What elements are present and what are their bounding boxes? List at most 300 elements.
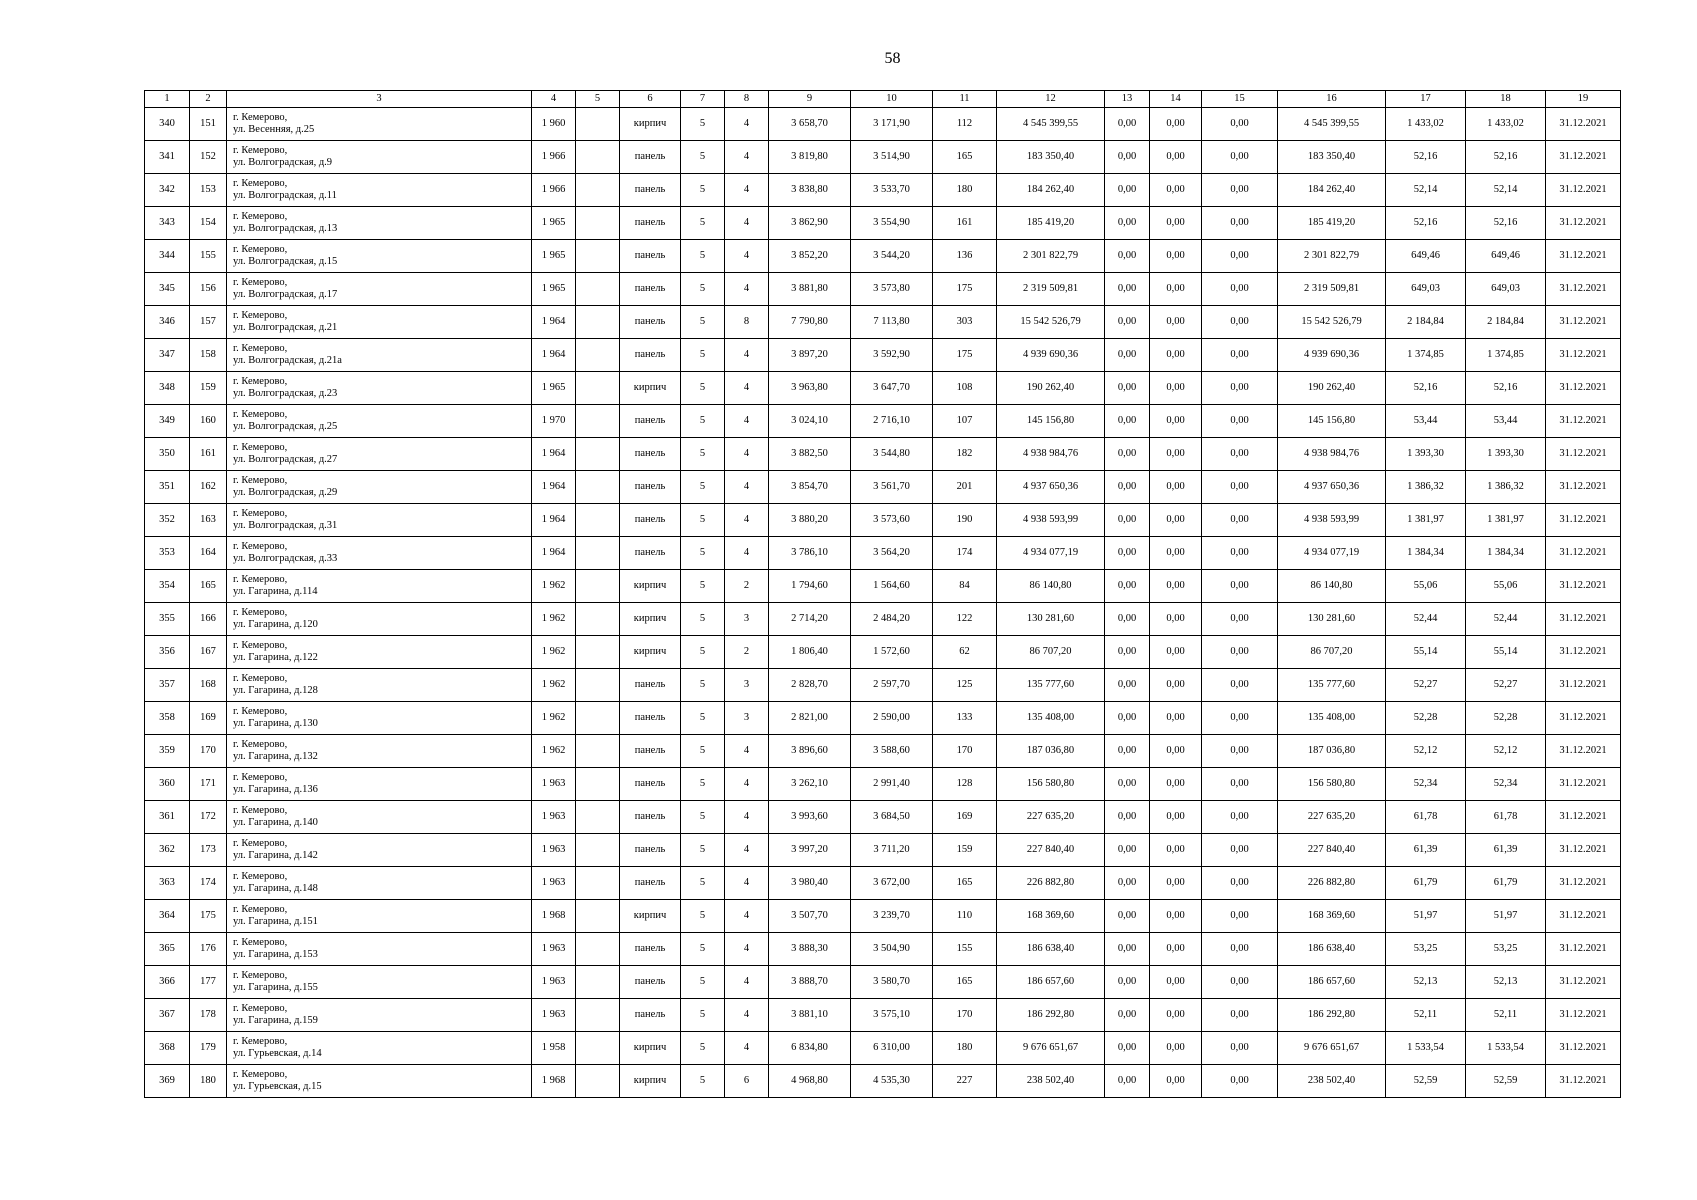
table-cell: 4 <box>725 537 769 570</box>
table-cell: 342 <box>145 174 190 207</box>
table-cell: 175 <box>933 339 997 372</box>
table-cell: 4 <box>725 438 769 471</box>
table-row <box>145 207 1621 240</box>
address-cell <box>227 240 532 273</box>
table-cell: 3 963,80 <box>769 372 851 405</box>
table-cell: 0,00 <box>1202 141 1278 174</box>
address-street: ул. Волгоградская, д.31 <box>233 520 338 531</box>
table-cell: 3 882,50 <box>769 438 851 471</box>
table-cell: 3 888,30 <box>769 933 851 966</box>
column-header: 12 <box>997 91 1105 108</box>
table-cell: 3 514,90 <box>851 141 933 174</box>
table-cell: 3 881,10 <box>769 999 851 1032</box>
table-cell: 135 408,00 <box>1278 702 1386 735</box>
table-cell: 31.12.2021 <box>1546 768 1621 801</box>
table-cell: 1 381,97 <box>1386 504 1466 537</box>
table-cell: 174 <box>190 867 227 900</box>
table-cell: 0,00 <box>1202 372 1278 405</box>
column-header: 11 <box>933 91 997 108</box>
table-cell: 1 386,32 <box>1386 471 1466 504</box>
table-cell: 3 544,80 <box>851 438 933 471</box>
table-cell: 190 262,40 <box>1278 372 1386 405</box>
table-cell: 4 968,80 <box>769 1065 851 1098</box>
table-cell: 0,00 <box>1105 1065 1150 1098</box>
table-cell: 0,00 <box>1150 570 1202 603</box>
table-cell: 357 <box>145 669 190 702</box>
table-row <box>145 801 1621 834</box>
table-cell: 1 960 <box>532 108 576 141</box>
table-row <box>145 1065 1621 1098</box>
table-cell: панель <box>620 174 681 207</box>
address-city: г. Кемерово, <box>233 376 288 387</box>
table-cell: 135 777,60 <box>997 669 1105 702</box>
table-cell: 4 <box>725 108 769 141</box>
table-cell: 5 <box>681 933 725 966</box>
table-cell: 348 <box>145 372 190 405</box>
table-cell: 0,00 <box>1202 768 1278 801</box>
table-cell: 175 <box>933 273 997 306</box>
table-cell: 0,00 <box>1202 108 1278 141</box>
table-cell: 226 882,80 <box>997 867 1105 900</box>
table-cell <box>576 372 620 405</box>
table-cell: 159 <box>190 372 227 405</box>
table-cell: панель <box>620 339 681 372</box>
table-cell: 0,00 <box>1105 735 1150 768</box>
table-cell: 2 <box>725 570 769 603</box>
table-cell: 171 <box>190 768 227 801</box>
table-cell: 1 965 <box>532 372 576 405</box>
table-cell: 366 <box>145 966 190 999</box>
table-cell: 4 <box>725 933 769 966</box>
table-cell: 52,34 <box>1466 768 1546 801</box>
table-cell: 4 <box>725 834 769 867</box>
table-cell: 4 <box>725 174 769 207</box>
table-cell: 3 838,80 <box>769 174 851 207</box>
table-cell: 173 <box>190 834 227 867</box>
table-cell: 31.12.2021 <box>1546 438 1621 471</box>
table-cell <box>576 1032 620 1065</box>
address-city: г. Кемерово, <box>233 838 288 849</box>
table-cell <box>576 900 620 933</box>
table-cell: 0,00 <box>1105 933 1150 966</box>
column-header: 17 <box>1386 91 1466 108</box>
table-cell: панель <box>620 537 681 570</box>
address-street: ул. Волгоградская, д.11 <box>233 190 337 201</box>
table-cell: 0,00 <box>1150 966 1202 999</box>
address-city: г. Кемерово, <box>233 409 288 420</box>
address-city: г. Кемерово, <box>233 904 288 915</box>
column-header: 7 <box>681 91 725 108</box>
column-header: 13 <box>1105 91 1150 108</box>
table-cell: 354 <box>145 570 190 603</box>
table-cell: панель <box>620 966 681 999</box>
table-cell: 227 635,20 <box>997 801 1105 834</box>
table-cell: 130 281,60 <box>1278 603 1386 636</box>
table-cell: 55,06 <box>1386 570 1466 603</box>
table-cell: 361 <box>145 801 190 834</box>
address-cell <box>227 141 532 174</box>
address-city: г. Кемерово, <box>233 244 288 255</box>
table-cell: 5 <box>681 174 725 207</box>
table-cell: 5 <box>681 834 725 867</box>
table-cell: 2 301 822,79 <box>1278 240 1386 273</box>
table-row <box>145 1032 1621 1065</box>
table-cell <box>576 702 620 735</box>
table-cell: 0,00 <box>1105 636 1150 669</box>
table-cell: 1 374,85 <box>1386 339 1466 372</box>
table-cell: 4 <box>725 471 769 504</box>
table-cell: 0,00 <box>1105 867 1150 900</box>
table-cell: 168 369,60 <box>997 900 1105 933</box>
table-cell <box>576 240 620 273</box>
address-street: ул. Волгоградская, д.23 <box>233 388 338 399</box>
table-cell: 356 <box>145 636 190 669</box>
page-number: 58 <box>884 50 901 67</box>
address-cell <box>227 669 532 702</box>
table-body <box>145 91 1621 1098</box>
table-cell: 0,00 <box>1105 603 1150 636</box>
table-cell: 3 897,20 <box>769 339 851 372</box>
table-cell: 5 <box>681 702 725 735</box>
table-cell: 1 963 <box>532 933 576 966</box>
column-header: 14 <box>1150 91 1202 108</box>
table-cell: 0,00 <box>1150 141 1202 174</box>
table-cell: 172 <box>190 801 227 834</box>
table-cell: 61,79 <box>1386 867 1466 900</box>
table-cell: 61,78 <box>1386 801 1466 834</box>
table-cell: 52,16 <box>1386 372 1466 405</box>
table-cell: 152 <box>190 141 227 174</box>
table-cell: 5 <box>681 801 725 834</box>
table-cell: 15 542 526,79 <box>997 306 1105 339</box>
address-street: ул. Волгоградская, д.13 <box>233 223 338 234</box>
table-cell: 3 819,80 <box>769 141 851 174</box>
table-cell: 5 <box>681 735 725 768</box>
table-cell: 170 <box>933 735 997 768</box>
table-cell: 4 <box>725 801 769 834</box>
table-cell <box>576 669 620 702</box>
table-cell: 1 384,34 <box>1386 537 1466 570</box>
table-cell: 4 545 399,55 <box>997 108 1105 141</box>
table-cell: 4 <box>725 867 769 900</box>
table-cell: 0,00 <box>1150 603 1202 636</box>
table-cell: 0,00 <box>1150 240 1202 273</box>
table-cell: 0,00 <box>1105 306 1150 339</box>
table-cell: 7 113,80 <box>851 306 933 339</box>
address-cell <box>227 273 532 306</box>
table-cell: 52,11 <box>1466 999 1546 1032</box>
table-cell: 31.12.2021 <box>1546 504 1621 537</box>
table-cell: 186 292,80 <box>1278 999 1386 1032</box>
address-street: ул. Гагарина, д.114 <box>233 586 318 597</box>
table-cell: 5 <box>681 603 725 636</box>
table-cell: 1 964 <box>532 339 576 372</box>
table-cell: 0,00 <box>1105 372 1150 405</box>
table-cell: 0,00 <box>1202 834 1278 867</box>
table-cell: 0,00 <box>1202 471 1278 504</box>
table-cell: 4 <box>725 768 769 801</box>
address-street: ул. Гагарина, д.142 <box>233 850 318 861</box>
table-cell: 135 408,00 <box>997 702 1105 735</box>
address-cell <box>227 735 532 768</box>
table-cell: 170 <box>933 999 997 1032</box>
table-cell: 1 564,60 <box>851 570 933 603</box>
table-cell: 0,00 <box>1105 141 1150 174</box>
address-city: г. Кемерово, <box>233 772 288 783</box>
table-row <box>145 570 1621 603</box>
table-cell: 0,00 <box>1202 933 1278 966</box>
table-cell: 52,16 <box>1386 207 1466 240</box>
table-cell: 2 184,84 <box>1466 306 1546 339</box>
table-cell: 3 852,20 <box>769 240 851 273</box>
table-cell: 61,39 <box>1466 834 1546 867</box>
address-street: ул. Гагарина, д.148 <box>233 883 318 894</box>
table-cell: 1 964 <box>532 504 576 537</box>
table-cell: 3 580,70 <box>851 966 933 999</box>
table-cell: 53,25 <box>1466 933 1546 966</box>
table-cell: 0,00 <box>1105 702 1150 735</box>
table-cell: 0,00 <box>1150 702 1202 735</box>
table-cell: 8 <box>725 306 769 339</box>
table-cell: 4 939 690,36 <box>997 339 1105 372</box>
table-cell: 4 939 690,36 <box>1278 339 1386 372</box>
table-cell: 52,34 <box>1386 768 1466 801</box>
table-cell: 0,00 <box>1150 537 1202 570</box>
table-cell: 0,00 <box>1202 669 1278 702</box>
table-cell: 168 369,60 <box>1278 900 1386 933</box>
address-street: ул. Гагарина, д.140 <box>233 817 318 828</box>
table-cell: 165 <box>933 141 997 174</box>
table-cell: 0,00 <box>1202 306 1278 339</box>
table-cell <box>576 174 620 207</box>
table-cell: 183 350,40 <box>997 141 1105 174</box>
address-cell <box>227 1065 532 1098</box>
table-cell: 52,14 <box>1386 174 1466 207</box>
table-cell: 52,28 <box>1466 702 1546 735</box>
table-cell: 31.12.2021 <box>1546 1032 1621 1065</box>
table-cell: 130 281,60 <box>997 603 1105 636</box>
address-cell <box>227 570 532 603</box>
table-cell: 182 <box>933 438 997 471</box>
column-header: 1 <box>145 91 190 108</box>
table-cell: 227 635,20 <box>1278 801 1386 834</box>
table-cell: 2 319 509,81 <box>1278 273 1386 306</box>
table-cell: 3 980,40 <box>769 867 851 900</box>
table-cell: 7 790,80 <box>769 306 851 339</box>
table-cell: 0,00 <box>1105 1032 1150 1065</box>
table-cell: 3 573,60 <box>851 504 933 537</box>
table-cell: 238 502,40 <box>997 1065 1105 1098</box>
table-cell: 1 963 <box>532 768 576 801</box>
table-cell: панель <box>620 834 681 867</box>
table-cell: 0,00 <box>1105 966 1150 999</box>
column-header: 2 <box>190 91 227 108</box>
table-cell <box>576 273 620 306</box>
table-cell: 0,00 <box>1150 735 1202 768</box>
table-cell: 186 657,60 <box>1278 966 1386 999</box>
table-cell: 0,00 <box>1202 405 1278 438</box>
table-cell: 31.12.2021 <box>1546 966 1621 999</box>
table-cell <box>576 108 620 141</box>
table-cell: 0,00 <box>1150 900 1202 933</box>
table-cell: 163 <box>190 504 227 537</box>
table-cell: 2 <box>725 636 769 669</box>
table-cell: 179 <box>190 1032 227 1065</box>
column-header: 4 <box>532 91 576 108</box>
table-cell: 4 <box>725 207 769 240</box>
table-cell: 3 881,80 <box>769 273 851 306</box>
table-cell: 31.12.2021 <box>1546 867 1621 900</box>
table-row <box>145 273 1621 306</box>
table-cell: 31.12.2021 <box>1546 999 1621 1032</box>
address-city: г. Кемерово, <box>233 607 288 618</box>
table-cell: 156 <box>190 273 227 306</box>
address-city: г. Кемерово, <box>233 871 288 882</box>
column-header: 18 <box>1466 91 1546 108</box>
table-cell: панель <box>620 471 681 504</box>
table-cell: 340 <box>145 108 190 141</box>
table-cell: 0,00 <box>1150 834 1202 867</box>
table-row <box>145 603 1621 636</box>
table-row <box>145 405 1621 438</box>
table-cell: 1 433,02 <box>1466 108 1546 141</box>
table-cell <box>576 735 620 768</box>
address-city: г. Кемерово, <box>233 343 288 354</box>
table-cell: 31.12.2021 <box>1546 603 1621 636</box>
address-street: ул. Гагарина, д.155 <box>233 982 318 993</box>
table-cell: 183 350,40 <box>1278 141 1386 174</box>
table-cell: 4 934 077,19 <box>1278 537 1386 570</box>
column-header: 9 <box>769 91 851 108</box>
address-street: ул. Волгоградская, д.25 <box>233 421 338 432</box>
table-cell: 0,00 <box>1105 537 1150 570</box>
address-city: г. Кемерово, <box>233 310 288 321</box>
table-cell: 177 <box>190 966 227 999</box>
table-cell <box>576 471 620 504</box>
table-cell: 62 <box>933 636 997 669</box>
table-cell: панель <box>620 735 681 768</box>
table-cell: 160 <box>190 405 227 438</box>
table-cell: 176 <box>190 933 227 966</box>
table-cell: 4 937 650,36 <box>1278 471 1386 504</box>
address-city: г. Кемерово, <box>233 145 288 156</box>
address-cell <box>227 372 532 405</box>
table-cell: 0,00 <box>1150 438 1202 471</box>
table-cell: 186 657,60 <box>997 966 1105 999</box>
table-cell: 0,00 <box>1105 273 1150 306</box>
table-cell: 2 714,20 <box>769 603 851 636</box>
address-cell <box>227 108 532 141</box>
address-street: ул. Гурьевская, д.14 <box>233 1048 322 1059</box>
table-cell: 52,44 <box>1386 603 1466 636</box>
table-cell: 31.12.2021 <box>1546 339 1621 372</box>
table-cell: 4 <box>725 1032 769 1065</box>
table-cell: 1 393,30 <box>1466 438 1546 471</box>
table-cell: 61,78 <box>1466 801 1546 834</box>
table-cell: 3 <box>725 603 769 636</box>
table-cell: 5 <box>681 504 725 537</box>
table-cell: 347 <box>145 339 190 372</box>
table-cell: 9 676 651,67 <box>997 1032 1105 1065</box>
table-cell: 0,00 <box>1202 1065 1278 1098</box>
table-cell <box>576 570 620 603</box>
table-cell <box>576 867 620 900</box>
address-cell <box>227 933 532 966</box>
table-cell: 165 <box>933 867 997 900</box>
table-cell: 0,00 <box>1150 1065 1202 1098</box>
table-cell: 167 <box>190 636 227 669</box>
address-city: г. Кемерово, <box>233 574 288 585</box>
address-cell <box>227 207 532 240</box>
table-cell: 180 <box>933 174 997 207</box>
table-cell: 2 319 509,81 <box>997 273 1105 306</box>
table-cell: 3 507,70 <box>769 900 851 933</box>
table-cell: 349 <box>145 405 190 438</box>
table-cell: 0,00 <box>1105 405 1150 438</box>
address-city: г. Кемерово, <box>233 805 288 816</box>
table-cell: 3 171,90 <box>851 108 933 141</box>
table-cell: 3 993,60 <box>769 801 851 834</box>
table-cell <box>576 999 620 1032</box>
table-cell: 364 <box>145 900 190 933</box>
table-cell: 1 964 <box>532 537 576 570</box>
table-cell <box>576 933 620 966</box>
table-cell: 3 647,70 <box>851 372 933 405</box>
table-row <box>145 141 1621 174</box>
table-row <box>145 438 1621 471</box>
table-cell: 190 262,40 <box>997 372 1105 405</box>
address-cell <box>227 900 532 933</box>
table-cell: 2 821,00 <box>769 702 851 735</box>
table-cell: 51,97 <box>1386 900 1466 933</box>
table-cell: 169 <box>933 801 997 834</box>
table-cell: 3 533,70 <box>851 174 933 207</box>
address-street: ул. Гурьевская, д.15 <box>233 1081 322 1092</box>
address-cell <box>227 306 532 339</box>
table-cell: 3 564,20 <box>851 537 933 570</box>
table-cell: 0,00 <box>1105 999 1150 1032</box>
table-cell: 3 672,00 <box>851 867 933 900</box>
table-cell: 303 <box>933 306 997 339</box>
table-cell: 31.12.2021 <box>1546 834 1621 867</box>
table-row <box>145 504 1621 537</box>
table-cell: 1 964 <box>532 471 576 504</box>
table-cell: 1 966 <box>532 174 576 207</box>
table-cell <box>576 801 620 834</box>
table-cell: 0,00 <box>1202 207 1278 240</box>
table-cell: 0,00 <box>1105 438 1150 471</box>
table-cell: 649,46 <box>1386 240 1466 273</box>
table-cell: 184 262,40 <box>1278 174 1386 207</box>
table-cell: 1 384,34 <box>1466 537 1546 570</box>
table-cell: 4 535,30 <box>851 1065 933 1098</box>
table-cell: 4 <box>725 966 769 999</box>
table-cell: 3 504,90 <box>851 933 933 966</box>
column-header: 8 <box>725 91 769 108</box>
table-row <box>145 735 1621 768</box>
address-street: ул. Гагарина, д.159 <box>233 1015 318 1026</box>
table-cell: 53,25 <box>1386 933 1466 966</box>
table-cell: 170 <box>190 735 227 768</box>
table-cell <box>576 438 620 471</box>
table-cell <box>576 405 620 438</box>
table-cell: 52,11 <box>1386 999 1466 1032</box>
table-cell: 31.12.2021 <box>1546 405 1621 438</box>
address-cell <box>227 834 532 867</box>
table-cell: 158 <box>190 339 227 372</box>
table-cell: 0,00 <box>1202 966 1278 999</box>
table-cell: 169 <box>190 702 227 735</box>
